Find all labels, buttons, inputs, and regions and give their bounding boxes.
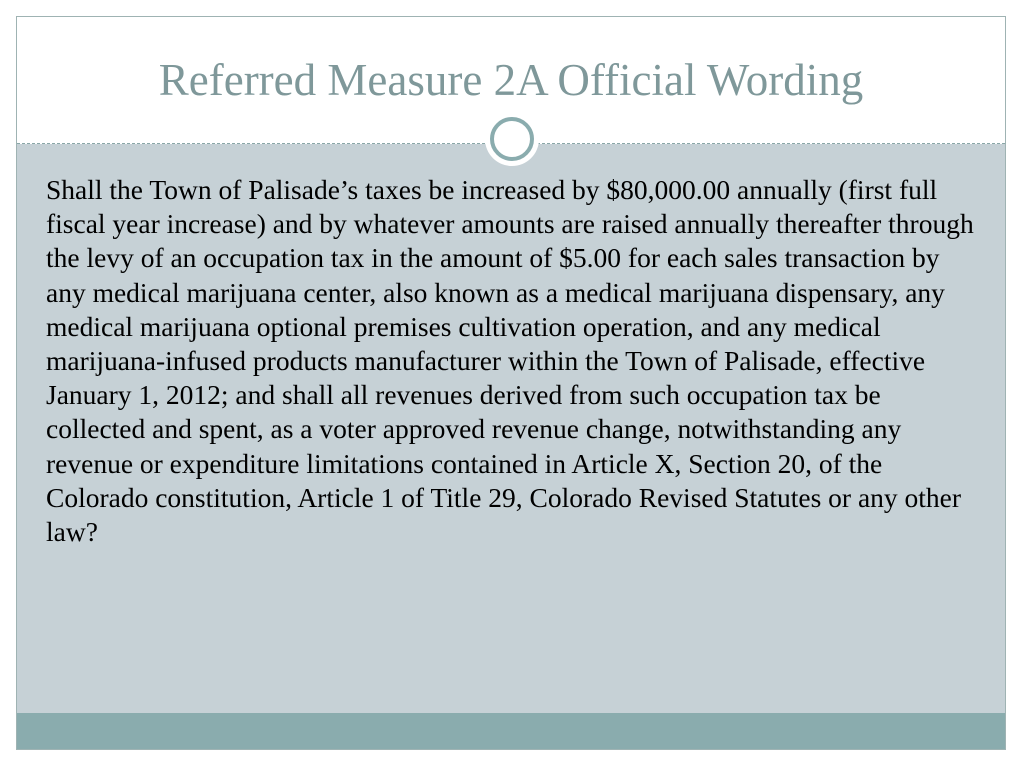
slide-frame (16, 16, 1006, 750)
slide-title: Referred Measure 2A Official Wording (158, 55, 864, 105)
circle-ring-icon (485, 112, 539, 166)
circle-ring-inner (490, 117, 534, 161)
footer-band (17, 713, 1005, 749)
measure-wording-text: Shall the Town of Palisade’s taxes be increased by $80,000.00 annually (first full fiscal year increase) and by whatever amounts are raised annually thereafter through the levy of an occupation tax in the amount of $5.00 for each sales transaction by any medical marijuana center, also known as a medical marijuana dispensary, any medical marijuana optional premises cultivation operation, and any medical marijuana-infused products manufacturer within the Town of Palisade, effective January 1, 2012; and shall all revenues derived from such occupation tax be collected and spent, as a voter approved revenue change, notwithstanding any revenue or expenditure limitations contained in Article X, Section 20, of the Colorado constitution, Article 1 of Title 29, Colorado Revised Statutes or any other law? (46, 174, 974, 548)
content-area (17, 144, 1005, 715)
